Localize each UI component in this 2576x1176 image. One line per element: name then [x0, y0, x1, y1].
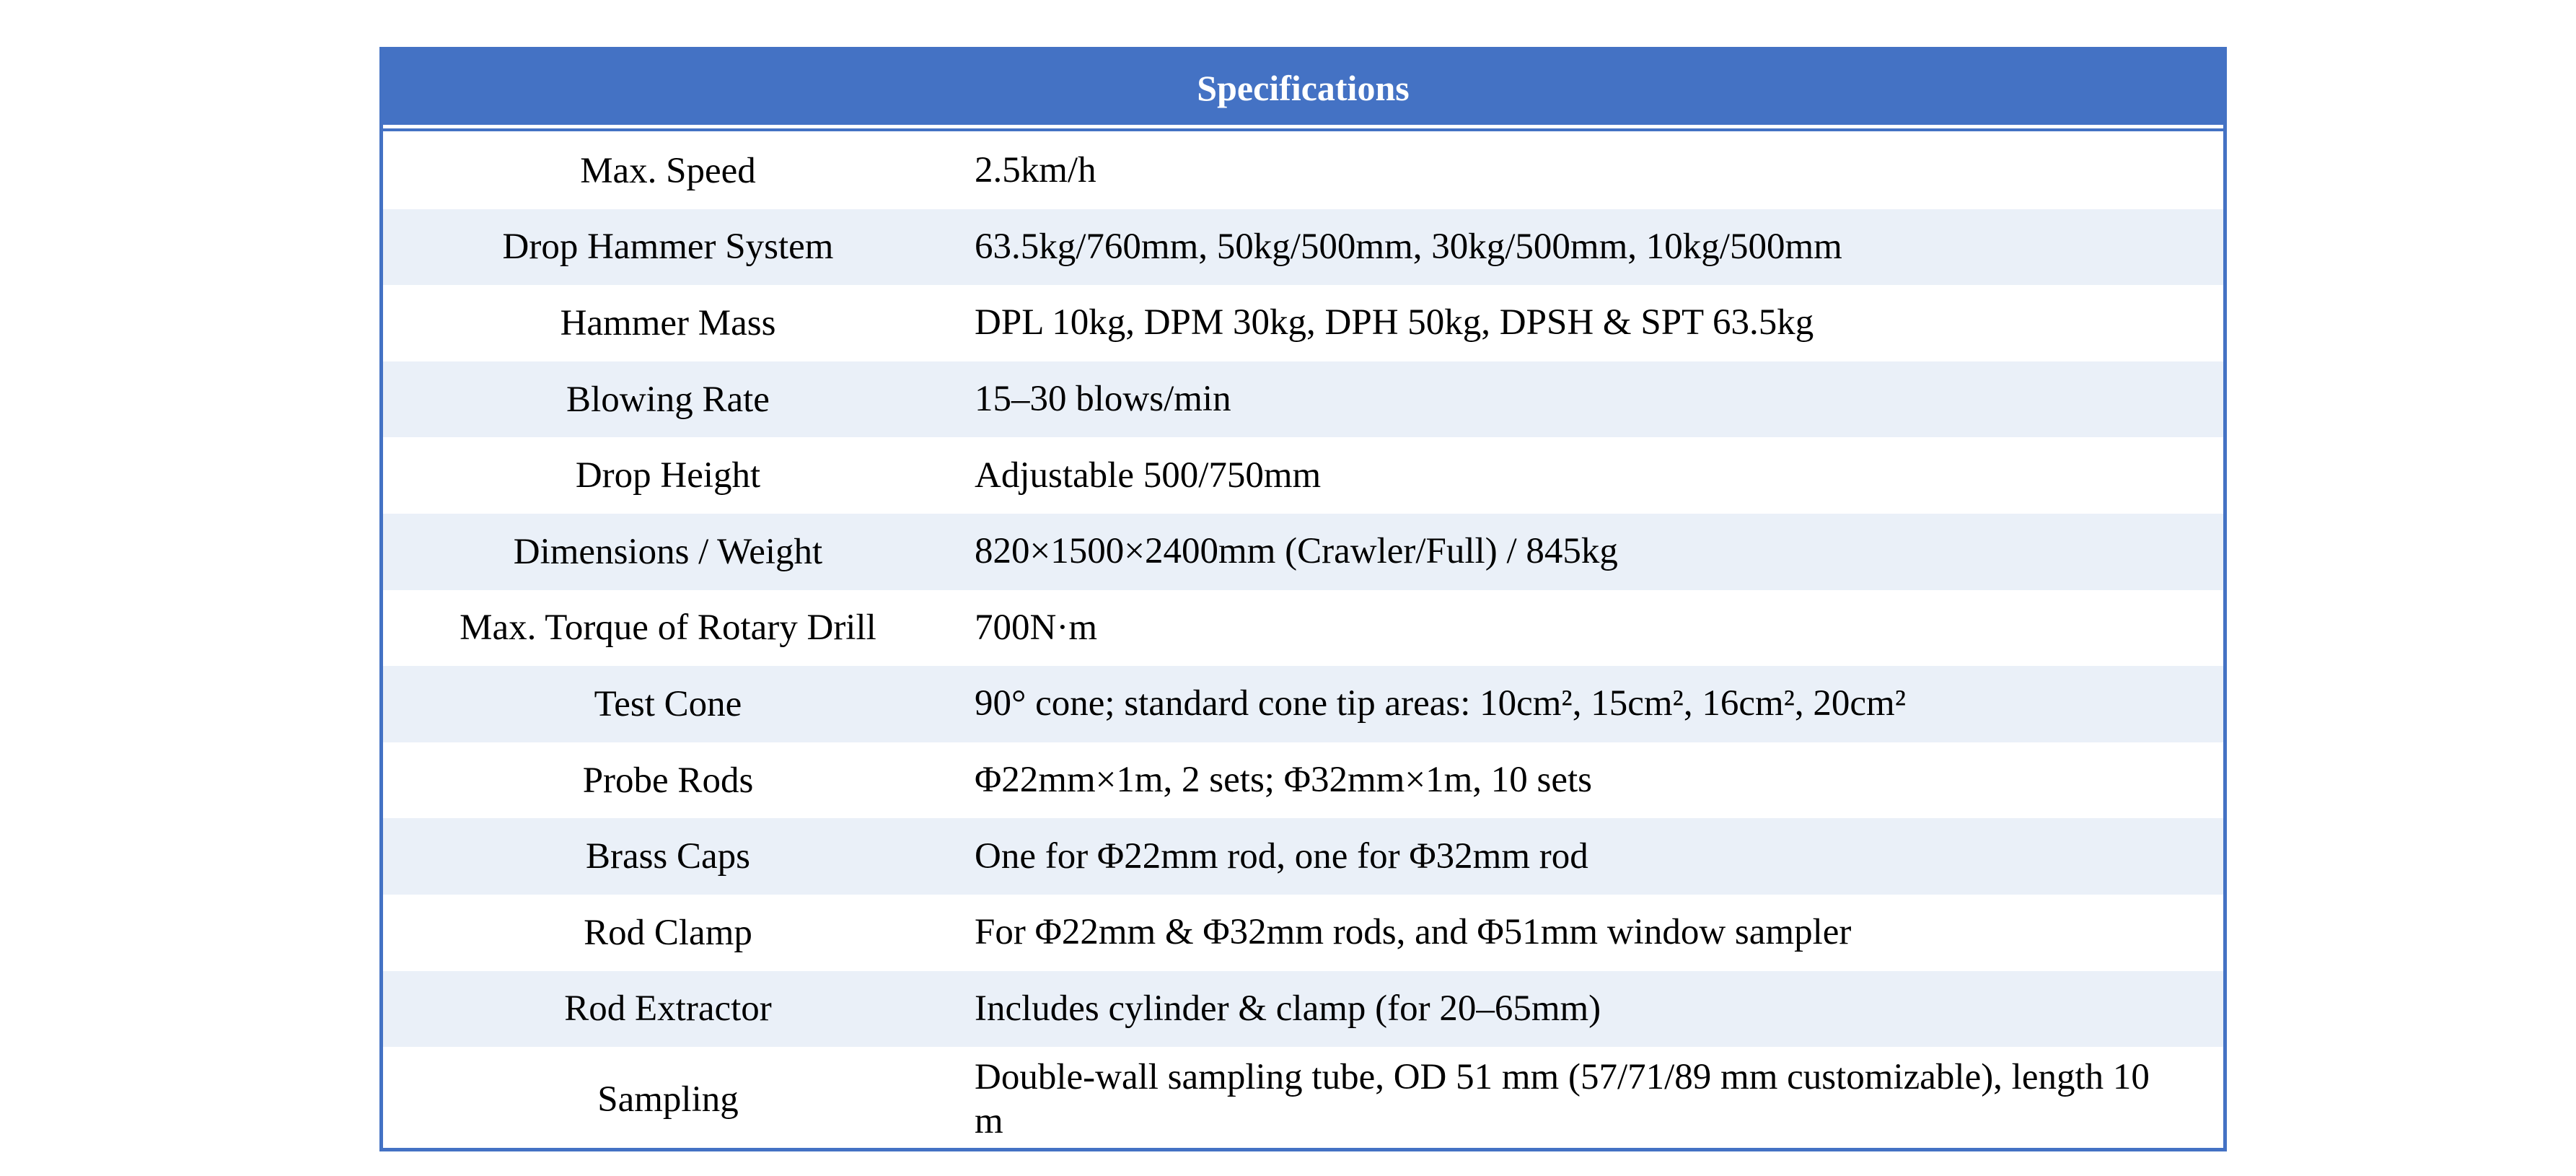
table-row — [383, 437, 2223, 514]
table-row — [383, 1047, 2223, 1152]
table-row — [383, 209, 2223, 286]
row-label: Rod Clamp — [584, 912, 752, 953]
row-value: 90° cone; standard cone tip areas: 10cm², 15cm², 16cm², 20cm² — [975, 683, 1907, 724]
table-row — [383, 285, 2223, 361]
row-value: Adjustable 500/750mm — [975, 455, 1322, 496]
row-label: Max. Speed — [580, 150, 756, 191]
table-row — [383, 590, 2223, 667]
table-row — [383, 666, 2223, 742]
row-value: 700N·m — [975, 607, 1097, 648]
table-body — [383, 133, 2223, 1152]
table-row — [383, 895, 2223, 971]
row-value: Φ22mm×1m, 2 sets; Φ32mm×1m, 10 sets — [975, 759, 1593, 800]
table-row — [383, 133, 2223, 209]
row-label: Brass Caps — [585, 836, 751, 877]
row-value: Includes cylinder & clamp (for 20–65mm) — [975, 988, 1601, 1029]
row-value: DPL 10kg, DPM 30kg, DPH 50kg, DPSH & SPT 63.5kg — [975, 302, 1814, 343]
table-row — [383, 742, 2223, 819]
row-label: Drop Hammer System — [502, 227, 834, 268]
row-label: Sampling — [597, 1079, 739, 1120]
table-row — [383, 818, 2223, 895]
row-value: One for Φ22mm rod, one for Φ32mm rod — [975, 835, 1588, 877]
row-value: 2.5km/h — [975, 150, 1096, 191]
table-row — [383, 514, 2223, 590]
row-value: 63.5kg/760mm, 50kg/500mm, 30kg/500mm, 10kg/500mm — [975, 226, 1842, 267]
row-label: Dimensions / Weight — [513, 531, 823, 572]
specifications-table — [379, 47, 2227, 1151]
table-row — [383, 361, 2223, 438]
row-value: 820×1500×2400mm (Crawler/Full) / 845kg — [975, 531, 1618, 572]
row-label: Max. Torque of Rotary Drill — [460, 607, 876, 649]
row-value: For Φ22mm & Φ32mm rods, and Φ51mm window sampler — [975, 912, 1852, 953]
row-value: Double-wall sampling tube, OD 51 mm (57/71/89 mm customizable), length 10 m — [975, 1056, 2150, 1142]
row-label: Rod Extractor — [564, 988, 772, 1030]
row-label: Blowing Rate — [566, 379, 770, 420]
row-label: Probe Rods — [582, 760, 754, 801]
row-label: Drop Height — [575, 455, 761, 496]
row-value: 15–30 blows/min — [975, 378, 1231, 419]
row-label: Hammer Mass — [560, 302, 776, 343]
table-row — [383, 971, 2223, 1048]
table-title: Specifications — [383, 51, 2223, 128]
row-label: Test Cone — [594, 683, 742, 724]
